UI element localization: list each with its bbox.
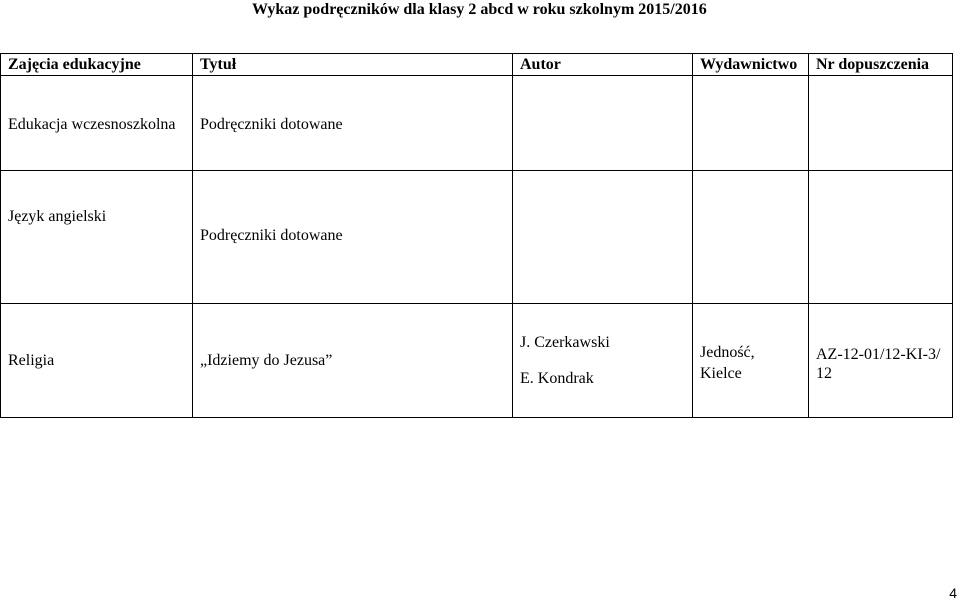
approval-text: AZ-12-01/12-KI-3/12 bbox=[816, 346, 941, 382]
cell-publisher bbox=[693, 304, 809, 418]
cell-publisher bbox=[693, 76, 809, 171]
title-text: Podręczniki dotowane bbox=[200, 116, 343, 133]
header-author: Autor bbox=[513, 54, 693, 76]
cell-publisher bbox=[693, 171, 809, 304]
textbook-table bbox=[0, 53, 953, 418]
header-subject: Zajęcia edukacyjne bbox=[1, 54, 193, 76]
author-line-2: E. Kondrak bbox=[520, 370, 594, 387]
cell-title bbox=[193, 76, 513, 171]
cell-subject bbox=[1, 171, 193, 304]
publisher-text bbox=[700, 76, 804, 115]
cell-approval-number bbox=[809, 304, 953, 418]
cell-author bbox=[513, 304, 693, 418]
cell-author bbox=[513, 76, 693, 171]
cell-approval-number bbox=[809, 171, 953, 304]
table-row bbox=[1, 304, 953, 418]
table-row bbox=[1, 76, 953, 171]
cell-subject bbox=[1, 76, 193, 171]
title-text: „Idziemy do Jezusa” bbox=[200, 352, 333, 369]
header-publisher: Wydawnictwo bbox=[693, 54, 809, 76]
author-line-1: J. Czerkawski bbox=[520, 334, 610, 351]
document-title: Wykaz podręczników dla klasy 2 abcd w roku szkolnym 2015/2016 bbox=[252, 1, 707, 18]
table-row bbox=[1, 171, 953, 304]
author-text bbox=[520, 76, 688, 115]
title-text: Podręczniki dotowane bbox=[200, 227, 343, 244]
publisher-line-2: Kielce bbox=[700, 365, 742, 382]
header-approval-number: Nr dopuszczenia bbox=[809, 54, 953, 76]
publisher-line-1: Jedność, bbox=[700, 344, 755, 361]
cell-approval-number bbox=[809, 76, 953, 171]
approval-text bbox=[816, 76, 948, 115]
cell-subject bbox=[1, 304, 193, 418]
subject-text: Język angielski bbox=[8, 208, 107, 225]
subject-text: Religia bbox=[8, 352, 55, 369]
header-title: Tytuł bbox=[193, 54, 513, 76]
subject-text: Edukacja wczesnoszkolna bbox=[8, 116, 176, 133]
cell-title bbox=[193, 171, 513, 304]
table-header-row bbox=[1, 54, 953, 76]
cell-title bbox=[193, 304, 513, 418]
cell-author bbox=[513, 171, 693, 304]
page-number: 4 bbox=[949, 585, 957, 601]
